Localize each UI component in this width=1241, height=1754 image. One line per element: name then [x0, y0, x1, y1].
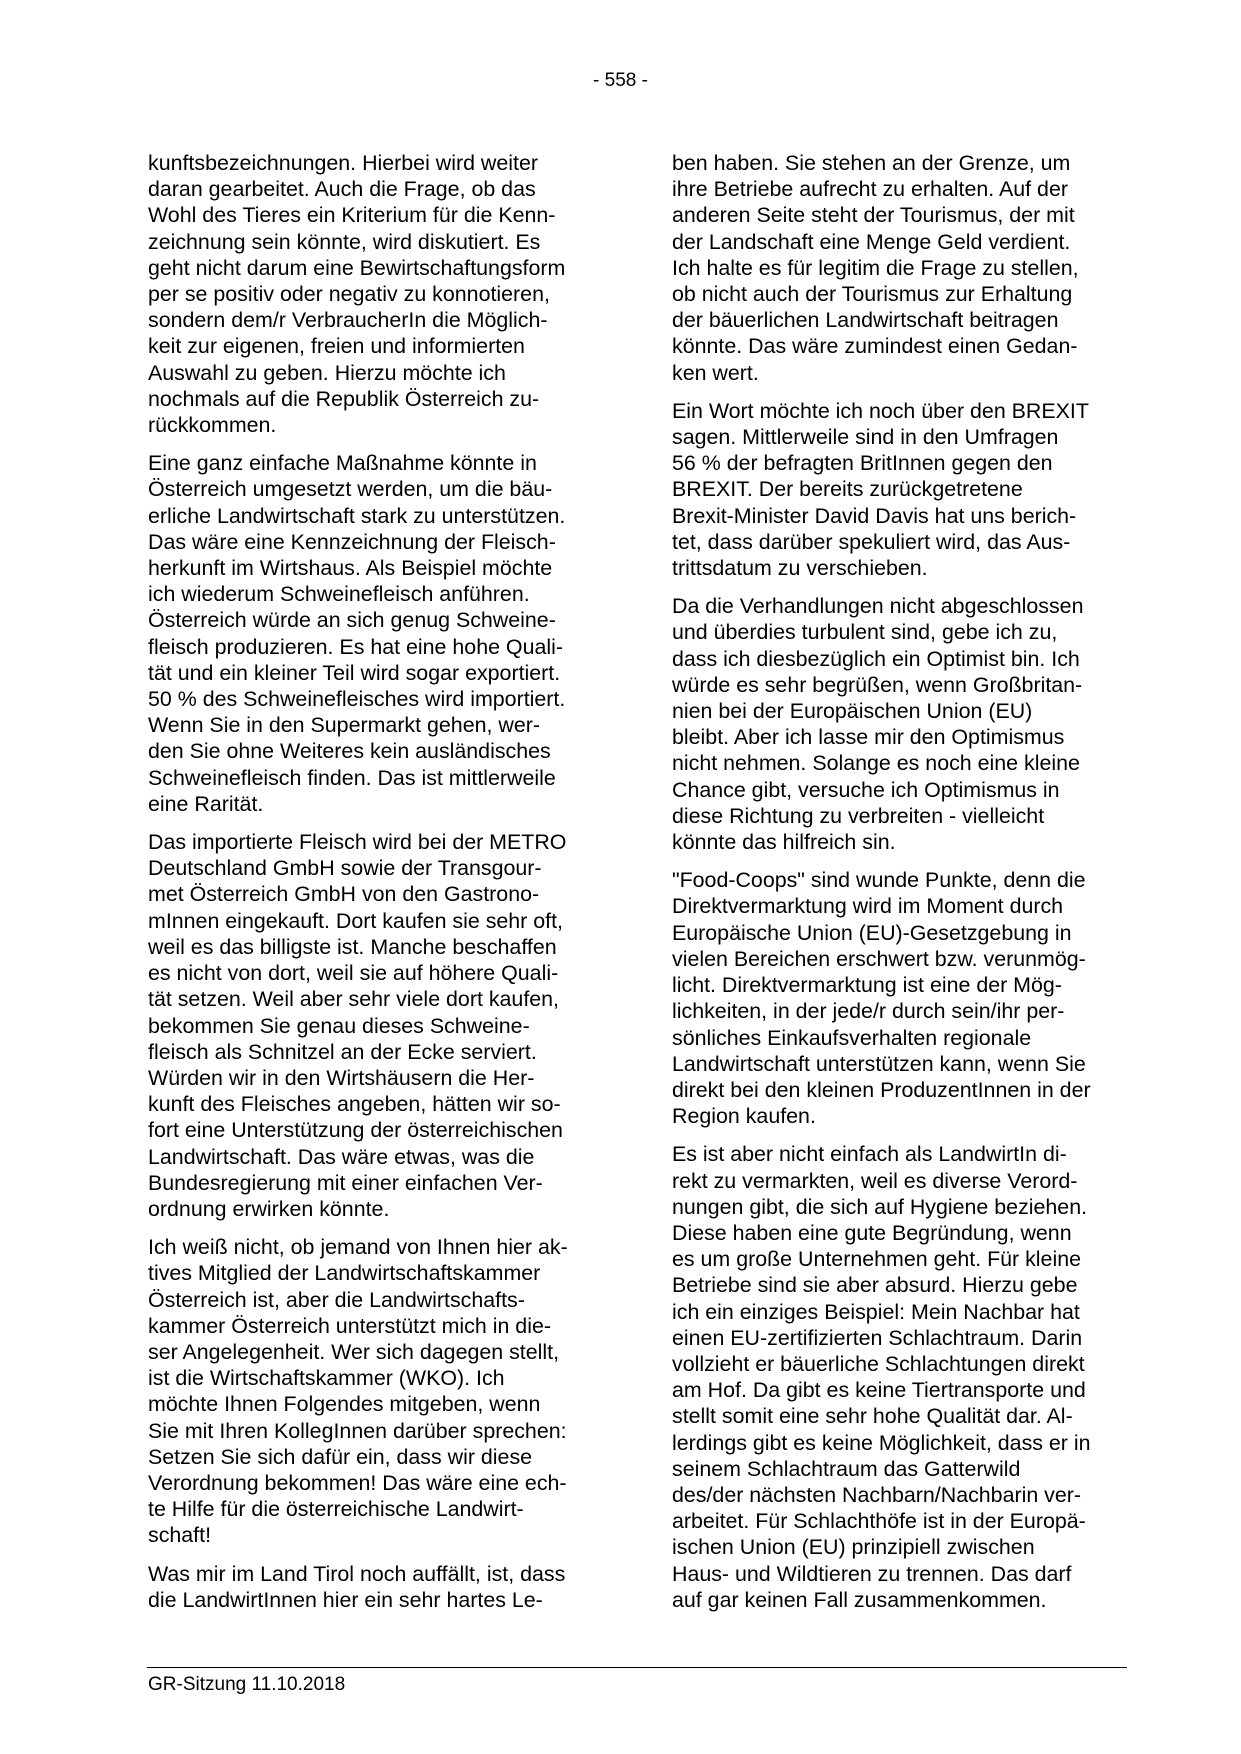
footer-session-date: GR-Sitzung 11.10.2018: [148, 1674, 346, 1695]
paragraph: ben haben. Sie stehen an der Grenze, um ihre Betriebe aufrecht zu erhalten. Auf der anderen Seite steht der Tourismus, der mit der Landschaft eine Menge Geld verdient. Ich halte es für legitim die Frage zu stellen, ob nicht auch der Tourismus zur Erhaltung der bäuerlichen Landwirtschaft beitragen könnte. Das wäre zumindest einen Gedan- ken wert.: [672, 151, 1079, 385]
paragraph: Das importierte Fleisch wird bei der METRO Deutschland GmbH sowie der Transgour- met Österreich GmbH von den Gastrono- mInnen eingekauft. Dort kaufen sie sehr oft, weil es das billigste ist. Manche beschaffen es nicht von dort, weil sie auf höhere Quali- tät setzen. Weil aber sehr viele dort kaufen, bekommen Sie genau dieses Schweine- fleisch als Schnitzel an der Ecke serviert. Würden wir in den Wirtshäusern die Her- kunft des Fleisches angeben, hätten wir so- fort eine Unterstützung der österreichischen Landwirtschaft. Das wäre etwas, was die Bundesregierung mit einer einfachen Ver- ordnung erwirken könnte.: [148, 830, 567, 1221]
paragraph: kunftsbezeichnungen. Hierbei wird weiter daran gearbeitet. Auch die Frage, ob das Wohl des Tieres ein Kriterium für die Kenn- zeichnung sein könnte, wird diskutiert. Es geht nicht darum eine Bewirtschaftungsform per se positiv oder negativ zu konnotieren, sondern dem/r VerbraucherIn die Möglich- keit zur eigenen, freien und informierten Auswahl zu geben. Hierzu möchte ich nochmals auf die Republik Österreich zu- rückkommen.: [148, 151, 566, 438]
paragraph: Ich weiß nicht, ob jemand von Ihnen hier ak- tives Mitglied der Landwirtschaftskammer Österreich ist, aber die Landwirtschafts- kammer Österreich unterstützt mich in die- ser Angelegenheit. Wer sich dagegen stellt, ist die Wirtschaftskammer (WKO). Ich möchte Ihnen Folgendes mitgeben, wenn Sie mit Ihren KollegInnen darüber sprechen: Setzen Sie sich dafür ein, dass wir diese Verordnung bekommen! Das wäre eine ech- te Hilfe für die österreichische Landwirt- schaft!: [148, 1235, 568, 1548]
paragraph: "Food-Coops" sind wunde Punkte, denn die Direktvermarktung wird im Moment durch Europäische Union (EU)-Gesetzgebung in vielen Bereichen erschwert bzw. verunmög- licht. Direktvermarktung ist eine der Mög- lichkeiten, in der jede/r durch sein/ihr per- sönliches Einkaufsverhalten regionale Landwirtschaft unterstützen kann, wenn Sie direkt bei den kleinen ProduzentInnen in der Region kaufen.: [672, 868, 1091, 1129]
left-text-column: [148, 150, 600, 1625]
paragraph: Da die Verhandlungen nicht abgeschlossen und überdies turbulent sind, gebe ich zu, dass ich diesbezüglich ein Optimist bin. Ich würde es sehr begrüßen, wenn Großbritan- nien bei der Europäischen Union (EU) bleibt. Aber ich lasse mir den Optimismus nicht nehmen. Solange es noch eine kleine Chance gibt, versuche ich Optimismus in diese Richtung zu verbreiten - vielleicht könnte das hilfreich sin.: [672, 594, 1084, 855]
paragraph: Es ist aber nicht einfach als LandwirtIn di- rekt zu vermarkten, weil es diverse Verord- nungen gibt, die sich auf Hygiene beziehen. Diese haben eine gute Begründung, wenn es um große Unternehmen geht. Für kleine Betriebe sind sie aber absurd. Hierzu gebe ich ein einziges Beispiel: Mein Nachbar hat einen EU-zertifizierten Schlachtraum. Darin vollzieht er bäuerliche Schlachtungen direkt am Hof. Da gibt es keine Tiertransporte und stellt somit eine sehr hohe Qualität dar. Al- lerdings gibt es keine Möglichkeit, dass er in seinem Schlachtraum das Gatterwild des/der nächsten Nachbarn/Nachbarin ver- arbeitet. Für Schlachthöfe ist in der Europä- ischen Union (EU) prinzipiell zwischen Haus- und Wildtieren zu trennen. Das darf auf gar keinen Fall zusammenkommen.: [672, 1142, 1091, 1612]
paragraph: Was mir im Land Tirol noch auffällt, ist, dass die LandwirtInnen hier ein sehr hartes Le-: [148, 1561, 566, 1612]
page-number: - 558 -: [593, 70, 648, 91]
paragraph: Ein Wort möchte ich noch über den BREXIT sagen. Mittlerweile sind in den Umfragen 56 % der befragten BritInnen gegen den BREXIT. Der bereits zurückgetretene Brexit-Minister David Davis hat uns berich- tet, dass darüber spekuliert wird, das Aus- trittsdatum zu verschieben.: [672, 398, 1089, 581]
paragraph: Eine ganz einfache Maßnahme könnte in Österreich umgesetzt werden, um die bäu- erliche Landwirtschaft stark zu unterstützen. Das wäre eine Kennzeichnung der Fleisch- herkunft im Wirtshaus. Als Beispiel möchte ich wiederum Schweinefleisch anführen. Österreich würde an sich genug Schweine- fleisch produzieren. Es hat eine hohe Quali- tät und ein kleiner Teil wird sogar exportiert. 50 % des Schweinefleisches wird importiert. Wenn Sie in den Supermarkt gehen, wer- den Sie ohne Weiteres kein ausländisches Schweinefleisch finden. Das ist mittlerweile eine Rarität.: [148, 451, 566, 816]
right-text-column: [672, 150, 1124, 1625]
footer-divider: [147, 1667, 1127, 1668]
